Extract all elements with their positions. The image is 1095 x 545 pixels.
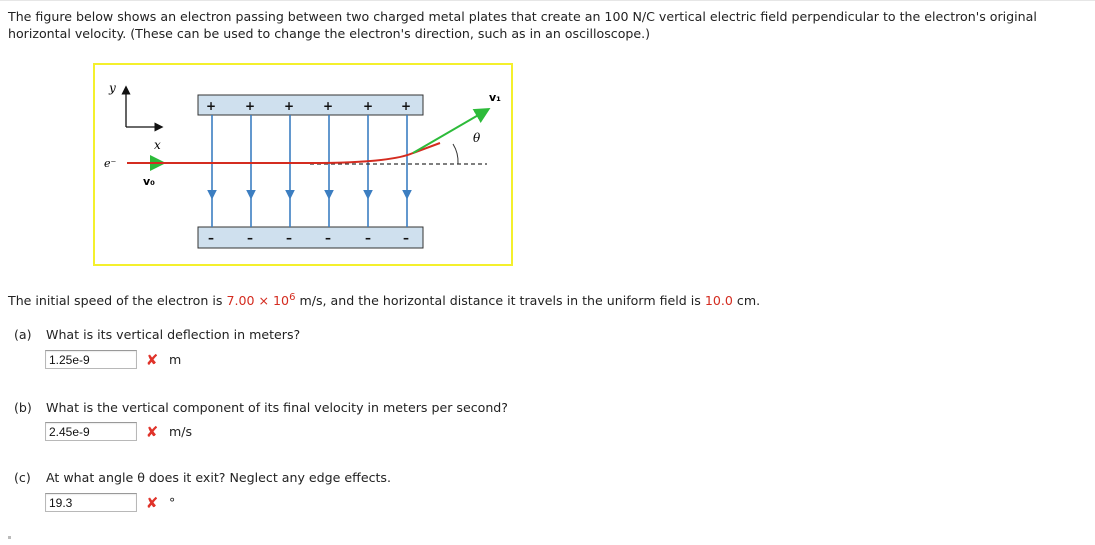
incorrect-icon: ✘ <box>145 422 159 441</box>
negative-plate <box>198 227 423 248</box>
electron-path <box>127 143 440 163</box>
plus-sign: + <box>284 99 295 113</box>
answer-b-row <box>45 422 192 441</box>
problem-info <box>8 292 760 308</box>
positive-plate <box>198 95 423 115</box>
plus-sign: + <box>206 99 217 113</box>
angle-arc <box>453 144 458 164</box>
incorrect-icon: ✘ <box>145 493 159 512</box>
question-label: (b) <box>14 400 32 415</box>
question-label: (c) <box>14 470 31 485</box>
question-a <box>14 327 300 342</box>
unit-label: m <box>169 352 182 367</box>
top-divider <box>0 0 1095 1</box>
question-label: (a) <box>14 327 32 342</box>
unit-label: m/s <box>169 424 193 439</box>
question-text: What is its vertical deflection in meters? <box>46 327 301 342</box>
minus-sign: – <box>403 231 409 245</box>
question-c <box>14 470 391 485</box>
speed-exponent: 6 <box>289 292 296 303</box>
bottom-marker <box>8 536 11 539</box>
distance-value: 10.0 <box>704 293 733 309</box>
question-text: At what angle θ does it exit? Neglect any edge effects. <box>46 470 391 485</box>
info-middle: m/s, and the horizontal distance it travels in the uniform field is <box>295 293 705 309</box>
plus-sign: + <box>323 99 334 113</box>
field-lines <box>212 115 407 227</box>
unit-label: ° <box>169 495 176 510</box>
theta-label: θ <box>473 131 481 145</box>
plus-sign: + <box>245 99 256 113</box>
x-axis-label: x <box>154 138 161 152</box>
plus-sign: + <box>363 99 374 113</box>
minus-sign: – <box>365 231 371 245</box>
answer-c-input[interactable] <box>45 493 137 512</box>
figure-diagram <box>95 65 511 264</box>
electron-label: e⁻ <box>104 157 117 170</box>
minus-sign: – <box>247 231 253 245</box>
minus-sign: – <box>286 231 292 245</box>
plus-sign: + <box>401 99 412 113</box>
minus-sign: – <box>208 231 214 245</box>
answer-b-input[interactable] <box>45 422 137 441</box>
speed-mantissa: 7.00 × 10 <box>226 293 290 309</box>
incorrect-icon: ✘ <box>145 350 159 369</box>
y-axis-label: y <box>109 81 116 95</box>
question-text: What is the vertical component of its final velocity in meters per second? <box>46 400 508 415</box>
info-suffix: cm. <box>732 293 761 309</box>
answer-a-row <box>45 350 181 369</box>
minus-sign: – <box>325 231 331 245</box>
electron-deflection-figure <box>93 63 513 266</box>
v0-label: v₀ <box>143 175 155 188</box>
problem-intro: The figure below shows an electron passing between two charged metal plates that create an 100 N/C vertical electric field perpendicular to the electron's original horizontal velocity. (These can be used to change the electron's direction, such as in an oscilloscope.) <box>8 9 1037 41</box>
answer-a-input[interactable] <box>45 350 137 369</box>
answer-c-row <box>45 493 175 512</box>
question-b <box>14 400 508 415</box>
v1-label: v₁ <box>489 91 501 104</box>
info-prefix: The initial speed of the electron is <box>8 293 227 309</box>
speed-value <box>226 293 295 308</box>
